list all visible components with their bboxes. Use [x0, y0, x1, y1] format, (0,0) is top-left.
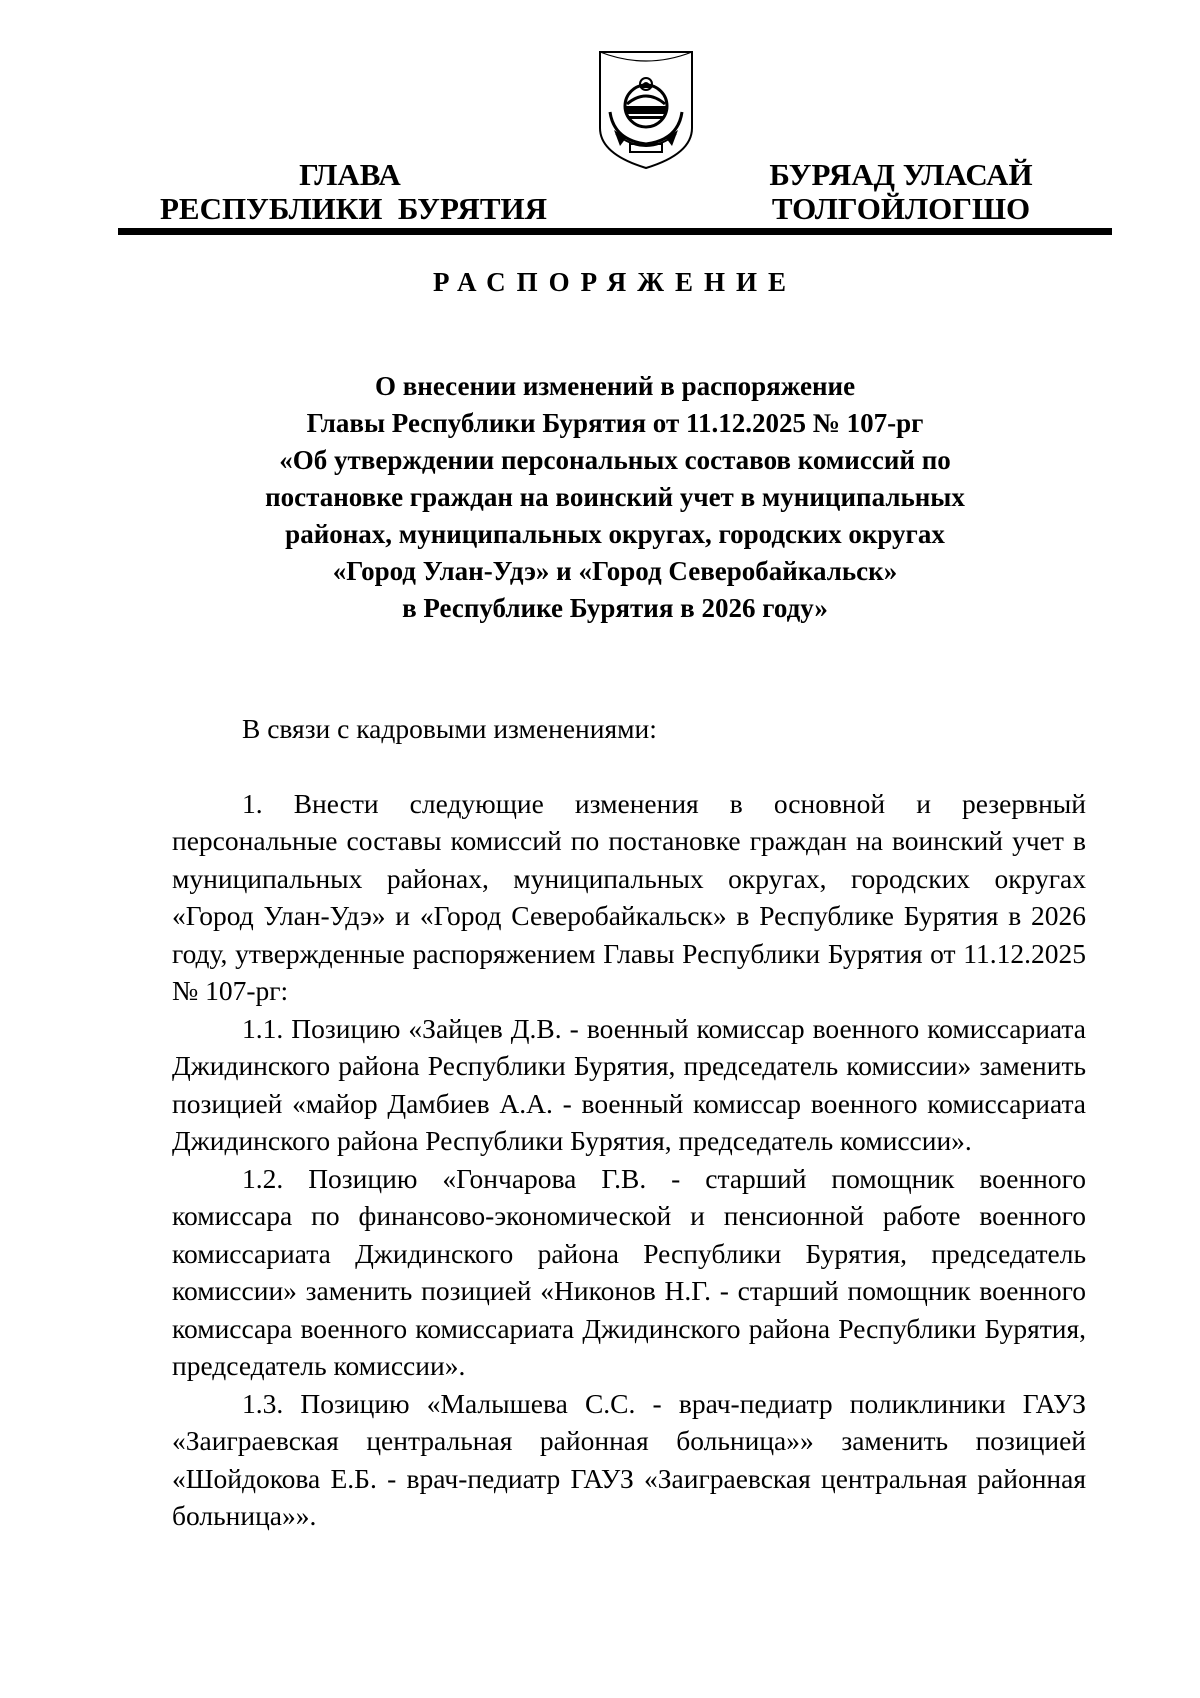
- document-type: РАСПОРЯЖЕНИЕ: [432, 267, 798, 297]
- title-line: постановке граждан на воинский учет в муниципальных: [265, 482, 965, 512]
- issuer-russian-line1: ГЛАВА: [299, 157, 401, 192]
- title-line: районах, муниципальных округах, городских округах: [285, 519, 945, 549]
- issuer-russian-line2: РЕСПУБЛИКИ БУРЯТИЯ: [160, 191, 548, 226]
- document-body: [172, 710, 1086, 1535]
- title-line: О внесении изменений в распоряжение: [374, 371, 856, 401]
- coat-of-arms-icon: [596, 48, 696, 172]
- intro-paragraph: В связи с кадровыми изменениями:: [242, 713, 657, 744]
- issuer-buryat-line2: ТОЛГОЙЛОГШО: [771, 191, 1031, 226]
- title-line: в Республике Бурятия в 2026 году»: [402, 593, 828, 623]
- issuer-buryat: [756, 158, 1046, 226]
- paragraph-1-1: 1.1. Позицию «Зайцев Д.В. - военный комиссар военного комиссариата Джидинского района Республики Бурятия, председатель комиссии» заменить позицией «майор Дамбиев А.А. - военный комиссар военного комиссариата Джидинского района Республики Бурятия, председатель комиссии».: [172, 1012, 1086, 1156]
- document-title: [150, 368, 1080, 627]
- paragraph-1: 1. Внести следующие изменения в основной и резервный персональные составы комиссий по постановке граждан на воинский учет в муниципальных районах, муниципальных округах, городских округах «Город Улан-Удэ» и «Город Северобайкальск» в Республике Бурятия в 2026 году, утвержденные распоряжением Главы Республики Бурятия от 11.12.2025 № 107-рг:: [172, 787, 1086, 1006]
- issuer-buryat-line1: БУРЯАД УЛАСАЙ: [769, 157, 1033, 192]
- title-line: Главы Республики Бурятия от 11.12.2025 № 107-рг: [306, 408, 924, 438]
- title-line: «Об утверждении персональных составов комиссий по: [279, 445, 951, 475]
- issuer-russian: [160, 157, 548, 226]
- paragraph-1-2: 1.2. Позицию «Гончарова Г.В. - старший помощник военного комиссара по финансово-экономической и пенсионной работе военного комиссариата Джидинского района Республики Бурятия, председатель комиссии» заменить позицией «Никонов Н.Г. - старший помощник военного комиссара военного комиссариата Джидинского района Республики Бурятия, председатель комиссии».: [172, 1162, 1086, 1381]
- header-divider: [118, 228, 1112, 235]
- paragraph-1-3: 1.3. Позицию «Малышева С.С. - врач-педиатр поликлиники ГАУЗ «Заиграевская центральная районная больница»» заменить позицией «Шойдокова Е.Б. - врач-педиатр ГАУЗ «Заиграевская центральная районная больница»».: [172, 1387, 1086, 1531]
- title-line: «Город Улан-Удэ» и «Город Северобайкальск»: [332, 556, 898, 586]
